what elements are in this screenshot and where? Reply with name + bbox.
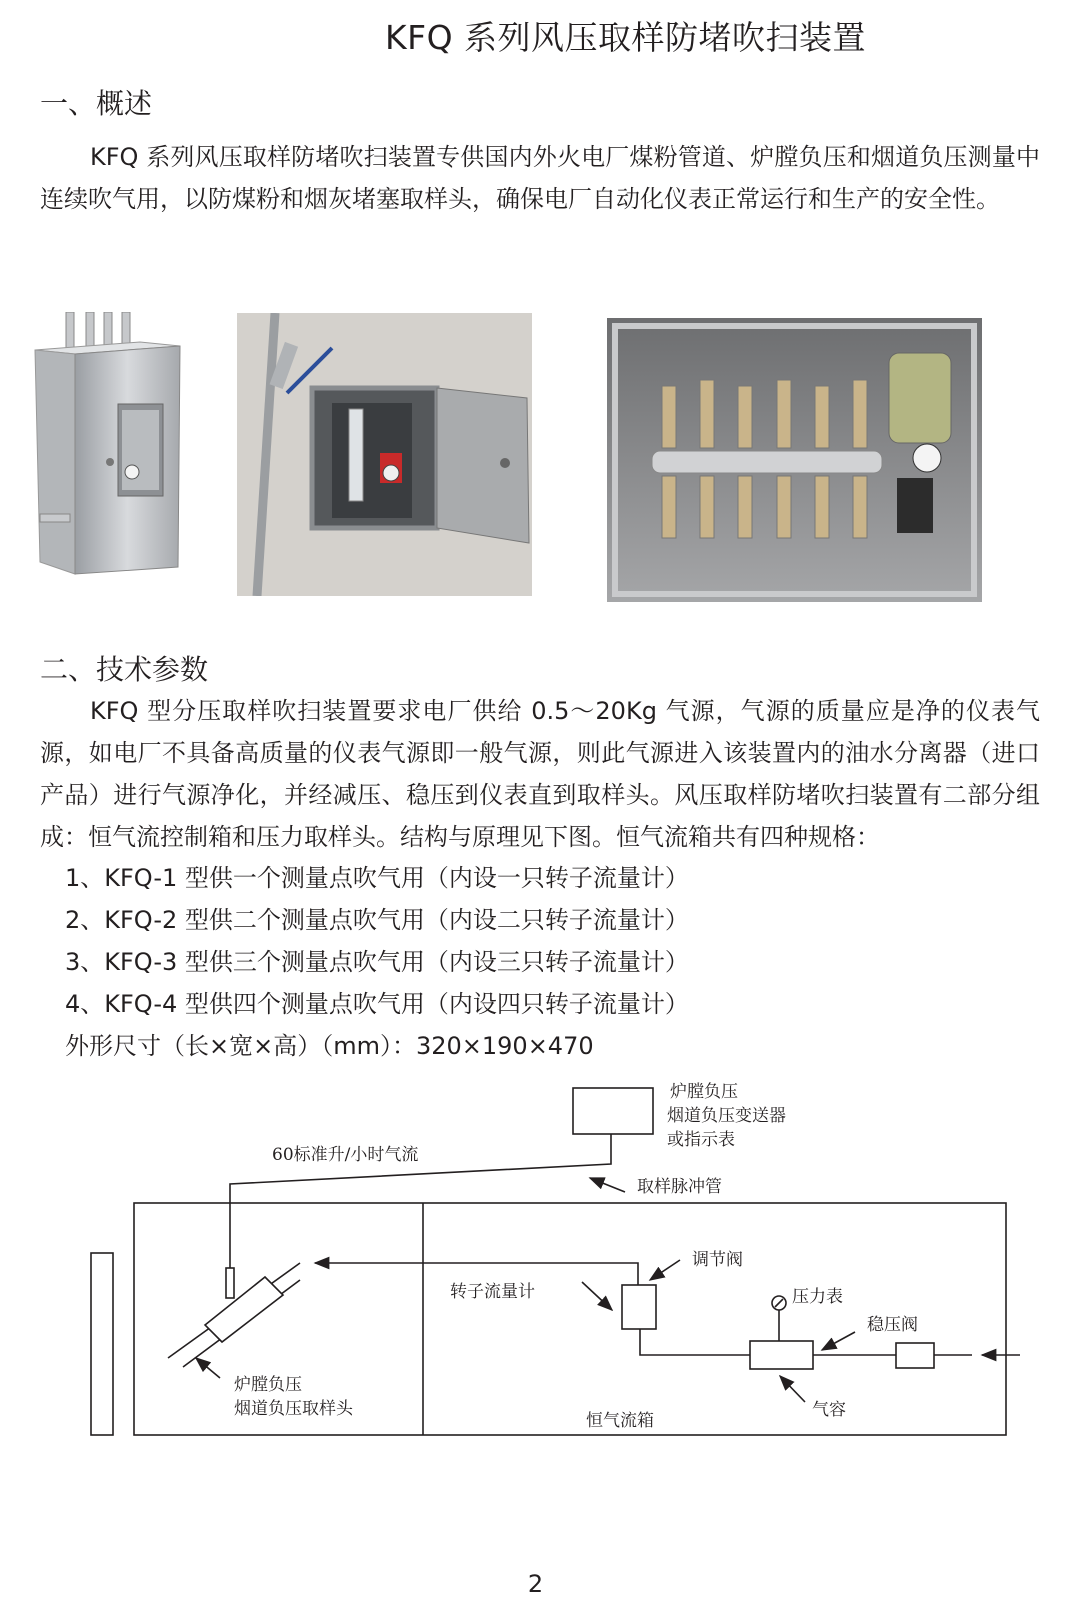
air-vessel-label: 气容: [812, 1400, 846, 1420]
transmitter-label-3: 或指示表: [667, 1130, 735, 1150]
stabilizing-valve: [896, 1343, 934, 1368]
product-photo-open-box: [237, 313, 532, 596]
pulse-tube-label: 取样脉冲管: [637, 1177, 722, 1197]
section-heading-parameters: 二、技术参数: [40, 653, 209, 686]
product-photo-box: [30, 312, 190, 582]
transmitter-label-1: 炉膛负压: [670, 1082, 738, 1102]
parameters-paragraph: KFQ 型分压取样吹扫装置要求电厂供给 0.5～20Kg 气源，气源的质量应是净的仪表气源，如电厂不具备高质量的仪表气源即一般气源，则此气源进入该装置内的油水分离器（进口产品）进行气源净化，并经减压、稳压到仪表直到取样头。风压取样防堵吹扫装置有二部分组成：恒气流控制箱和压力取样头。结构与原理见下图。恒气流箱共有四种规格：: [40, 697, 1040, 851]
model-list: [65, 857, 689, 1067]
transmitter-label-2: 烟道负压变送器: [667, 1106, 786, 1126]
principle-diagram: [0, 1070, 1071, 1460]
flow-label: 60标准升/小时气流: [272, 1145, 419, 1165]
air-vessel: [750, 1341, 813, 1369]
list-item: 3、KFQ-3 型供三个测量点吹气用（内设三只转子流量计）: [65, 948, 689, 976]
list-item: 2、KFQ-2 型供二个测量点吹气用（内设二只转子流量计）: [65, 906, 689, 934]
rotameter-label: 转子流量计: [450, 1282, 535, 1302]
list-item: 4、KFQ-4 型供四个测量点吹气用（内设四只转子流量计）: [65, 990, 689, 1018]
dimensions-text: 外形尺寸（长×宽×高）（mm）：320×190×470: [65, 1032, 594, 1060]
list-item: 1、KFQ-1 型供一个测量点吹气用（内设一只转子流量计）: [65, 864, 689, 892]
stabilizing-valve-label: 稳压阀: [867, 1315, 918, 1335]
overview-paragraph: KFQ 系列风压取样防堵吹扫装置专供国内外火电厂煤粉管道、炉膛负压和烟道负压测量中连续吹气用，以防煤粉和烟灰堵塞取样头，确保电厂自动化仪表正常运行和生产的安全性。: [40, 143, 1040, 213]
probe-label-1: 炉膛负压: [234, 1375, 302, 1395]
box-label: 恒气流箱: [586, 1411, 654, 1431]
transmitter-box: [573, 1088, 653, 1134]
probe-label-2: 烟道负压取样头: [234, 1399, 353, 1419]
duct-wall: [91, 1253, 113, 1435]
pressure-gauge-label: 压力表: [792, 1287, 843, 1307]
regulating-valve-label: 调节阀: [692, 1250, 743, 1270]
page-title: KFQ 系列风压取样防堵吹扫装置: [384, 18, 867, 57]
regulating-valve: [622, 1285, 656, 1329]
product-photo-manifold: [607, 318, 982, 602]
page-number: 2: [527, 1570, 544, 1598]
probe-body: [205, 1277, 283, 1342]
section-heading-overview: 一、概述: [40, 87, 153, 120]
